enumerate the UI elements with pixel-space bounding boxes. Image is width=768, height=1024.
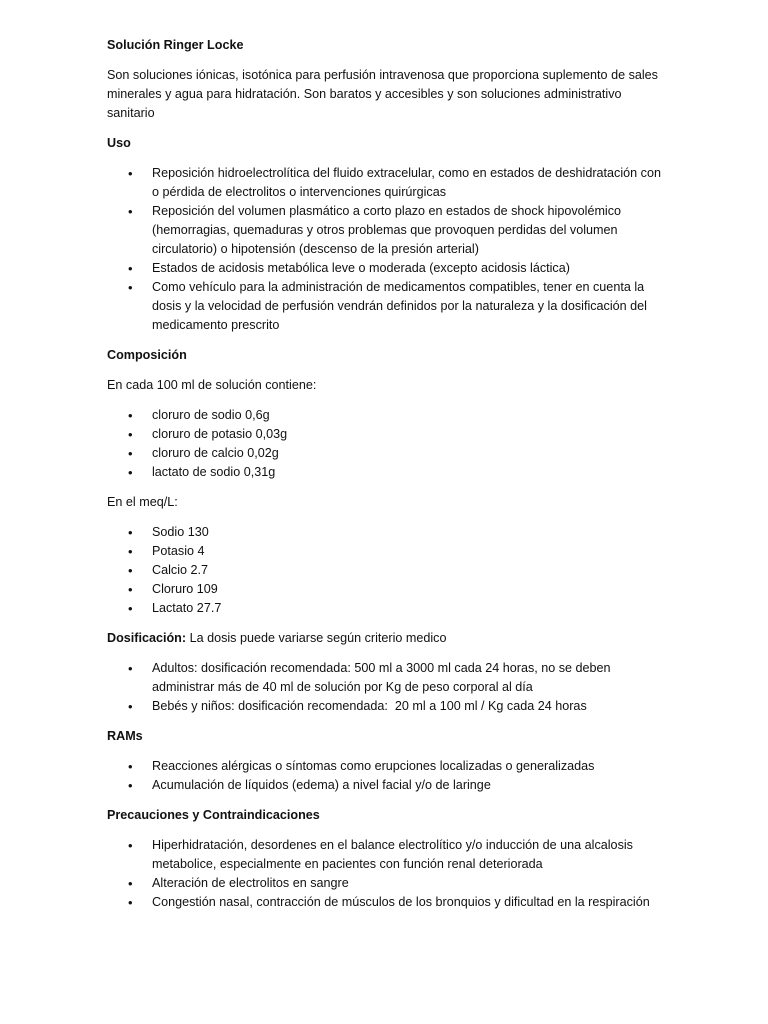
list-item-text: Congestión nasal, contracción de músculos de los bronquios y dificultad en la respiración — [152, 895, 650, 909]
bullet-icon: • — [128, 204, 133, 219]
bullet-icon: • — [128, 525, 133, 540]
composicion-list-100ml — [107, 406, 662, 482]
bullet-icon: • — [128, 408, 133, 423]
precauciones-heading: Precauciones y Contraindicaciones — [107, 808, 320, 822]
bullet-icon: • — [128, 661, 133, 676]
bullet-icon: • — [128, 465, 133, 480]
list-item-text: cloruro de calcio 0,02g — [152, 446, 279, 460]
intro-paragraph: Son soluciones iónicas, isotónica para perfusión intravenosa que proporciona suplemento de sales minerales y agua para hidratación. Son baratos y accesibles y son soluciones administrativo sanitario — [107, 68, 658, 120]
precauciones-list — [107, 836, 662, 912]
list-item-text: Bebés y niños: dosificación recomendada: 20 ml a 100 ml / Kg cada 24 horas — [152, 699, 587, 713]
list-item — [107, 836, 662, 874]
rams-list — [107, 757, 662, 795]
list-item-text: Lactato 27.7 — [152, 601, 222, 615]
list-item — [107, 259, 662, 278]
list-item-text: Cloruro 109 — [152, 582, 218, 596]
bullet-icon: • — [128, 876, 133, 891]
dosificacion-text: La dosis puede variarse según criterio medico — [186, 631, 447, 645]
list-item — [107, 776, 662, 795]
bullet-icon: • — [128, 166, 133, 181]
composicion-list-meq — [107, 523, 662, 618]
bullet-icon: • — [128, 261, 133, 276]
list-item-text: Hiperhidratación, desordenes en el balance electrolítico y/o inducción de una alcalosis metabolice, especialmente en pacientes con función renal deteriorada — [152, 838, 633, 871]
bullet-icon: • — [128, 778, 133, 793]
list-item — [107, 425, 662, 444]
bullet-icon: • — [128, 563, 133, 578]
list-item-text: Potasio 4 — [152, 544, 205, 558]
bullet-icon: • — [128, 427, 133, 442]
list-item-text: Alteración de electrolitos en sangre — [152, 876, 349, 890]
list-item — [107, 542, 662, 561]
document-page — [107, 36, 662, 923]
dosificacion-list — [107, 659, 662, 716]
uso-heading: Uso — [107, 136, 131, 150]
list-item-text: lactato de sodio 0,31g — [152, 465, 276, 479]
list-item-text: Sodio 130 — [152, 525, 209, 539]
dosificacion-line — [107, 629, 662, 648]
list-item — [107, 202, 662, 259]
bullet-icon: • — [128, 895, 133, 910]
bullet-icon: • — [128, 838, 133, 853]
list-item — [107, 874, 662, 893]
list-item-text: Estados de acidosis metabólica leve o moderada (excepto acidosis láctica) — [152, 261, 570, 275]
composicion-subheading-meq: En el meq/L: — [107, 495, 178, 509]
list-item-text: Reposición del volumen plasmático a corto plazo en estados de shock hipovolémico (hemorragias, quemaduras y otros problemas que provoquen perdidas del volumen circulatorio) o hipotensión (descenso de la presión arterial) — [152, 204, 622, 256]
list-item-text: cloruro de sodio 0,6g — [152, 408, 270, 422]
bullet-icon: • — [128, 544, 133, 559]
list-item-text: Adultos: dosificación recomendada: 500 ml a 3000 ml cada 24 horas, no se deben administrar más de 40 ml de solución por Kg de peso corporal al día — [152, 661, 611, 694]
list-item-text: Reacciones alérgicas o síntomas como erupciones localizadas o generalizadas — [152, 759, 595, 773]
composicion-heading: Composición — [107, 348, 187, 362]
rams-heading: RAMs — [107, 729, 143, 743]
composicion-subheading-100ml: En cada 100 ml de solución contiene: — [107, 378, 317, 392]
list-item — [107, 757, 662, 776]
list-item — [107, 599, 662, 618]
list-item — [107, 164, 662, 202]
list-item — [107, 697, 662, 716]
bullet-icon: • — [128, 582, 133, 597]
list-item — [107, 278, 662, 335]
list-item — [107, 444, 662, 463]
bullet-icon: • — [128, 280, 133, 295]
list-item-text: Reposición hidroelectrolítica del fluido extracelular, como en estados de deshidratación con o pérdida de electrolitos o intervenciones quirúrgicas — [152, 166, 661, 199]
list-item — [107, 561, 662, 580]
bullet-icon: • — [128, 446, 133, 461]
list-item-text: Acumulación de líquidos (edema) a nivel facial y/o de laringe — [152, 778, 491, 792]
document-title: Solución Ringer Locke — [107, 38, 244, 52]
bullet-icon: • — [128, 601, 133, 616]
list-item — [107, 580, 662, 599]
bullet-icon: • — [128, 699, 133, 714]
list-item-text: Calcio 2.7 — [152, 563, 209, 577]
dosificacion-heading: Dosificación: — [107, 631, 187, 645]
list-item — [107, 659, 662, 697]
list-item — [107, 523, 662, 542]
list-item — [107, 893, 662, 912]
list-item-text: cloruro de potasio 0,03g — [152, 427, 288, 441]
list-item — [107, 463, 662, 482]
bullet-icon: • — [128, 759, 133, 774]
list-item — [107, 406, 662, 425]
uso-list — [107, 164, 662, 335]
list-item-text: Como vehículo para la administración de medicamentos compatibles, tener en cuenta la dosis y la velocidad de perfusión vendrán definidos por la naturaleza y la dosificación del medicamento prescrito — [152, 280, 647, 332]
